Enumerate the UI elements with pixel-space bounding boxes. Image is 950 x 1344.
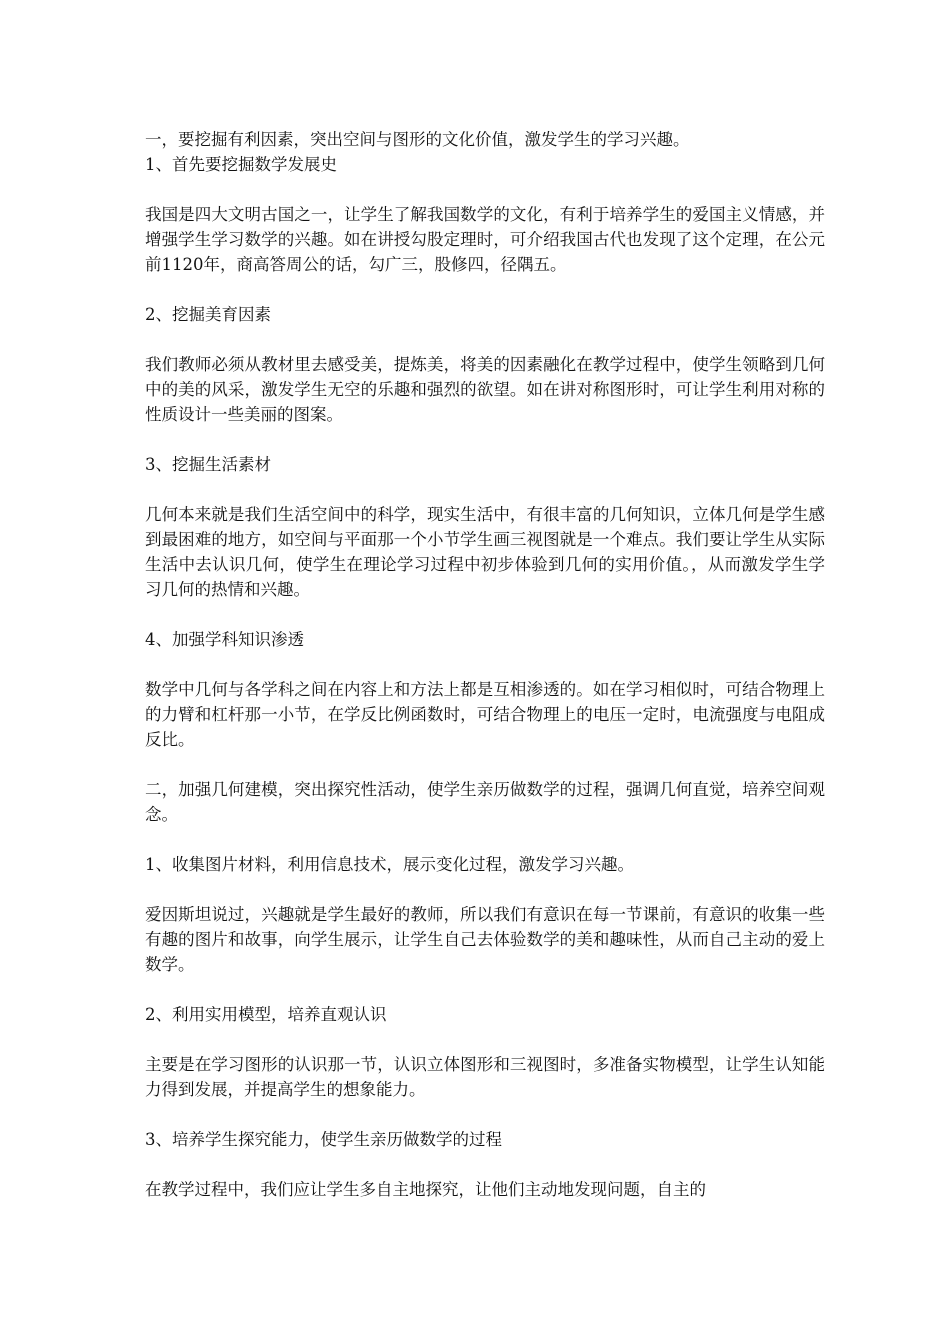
- subheading-1-4: 4、加强学科知识渗透: [145, 630, 304, 649]
- paragraph-2-1: 爱因斯坦说过，兴趣就是学生最好的教师，所以我们有意识在每一节课前，有意识的收集一些有趣的图片和故事，向学生展示，让学生自己去体验数学的美和趣味性，从而自己主动的爱上数学。: [145, 905, 825, 974]
- paragraph-1-2: 我们教师必须从教材里去感受美，提炼美，将美的因素融化在教学过程中，使学生领略到几何中的美的风采，激发学生无空的乐趣和强烈的欲望。如在讲对称图形时，可让学生利用对称的性质设计一些美丽的图案。: [145, 355, 825, 424]
- section-heading-1: 一，要挖掘有利因素，突出空间与图形的文化价值，激发学生的学习兴趣。: [145, 130, 690, 149]
- subheading-2-2: 2、利用实用模型，培养直观认识: [145, 1005, 387, 1024]
- paragraph-2-2: 主要是在学习图形的认识那一节，认识立体图形和三视图时，多准备实物模型，让学生认知能力得到发展，并提高学生的想象能力。: [145, 1055, 825, 1099]
- subheading-1-3: 3、挖掘生活素材: [145, 455, 271, 474]
- subheading-1-2: 2、挖掘美育因素: [145, 305, 271, 324]
- subheading-2-1: 1、收集图片材料，利用信息技术，展示变化过程，激发学习兴趣。: [145, 855, 634, 874]
- paragraph-1-1: 我国是四大文明古国之一，让学生了解我国数学的文化，有利于培养学生的爱国主义情感，并增强学生学习数学的兴趣。如在讲授勾股定理时，可介绍我国古代也发现了这个定理，在公元前1120年，商高答周公的话，勾广三，股修四，径隅五。: [145, 205, 825, 274]
- subheading-2-3: 3、培养学生探究能力，使学生亲历做数学的过程: [145, 1130, 502, 1149]
- section-heading-2: 二，加强几何建模，突出探究性活动，使学生亲历做数学的过程，强调几何直觉，培养空间观念。: [145, 780, 825, 824]
- document-body: [145, 127, 825, 1202]
- subheading-1-1: 1、首先要挖掘数学发展史: [145, 155, 337, 174]
- paragraph-1-4: 数学中几何与各学科之间在内容上和方法上都是互相渗透的。如在学习相似时，可结合物理上的力臂和杠杆那一小节，在学反比例函数时，可结合物理上的电压一定时，电流强度与电阻成反比。: [145, 680, 825, 749]
- paragraph-1-3: 几何本来就是我们生活空间中的科学，现实生活中，有很丰富的几何知识，立体几何是学生感到最困难的地方，如空间与平面那一个小节学生画三视图就是一个难点。我们要让学生从实际生活中去认识几何，使学生在理论学习过程中初步体验到几何的实用价值。，从而激发学生学习几何的热情和兴趣。: [145, 505, 825, 599]
- paragraph-2-3: 在教学过程中，我们应让学生多自主地探究，让他们主动地发现问题，自主的: [145, 1180, 706, 1199]
